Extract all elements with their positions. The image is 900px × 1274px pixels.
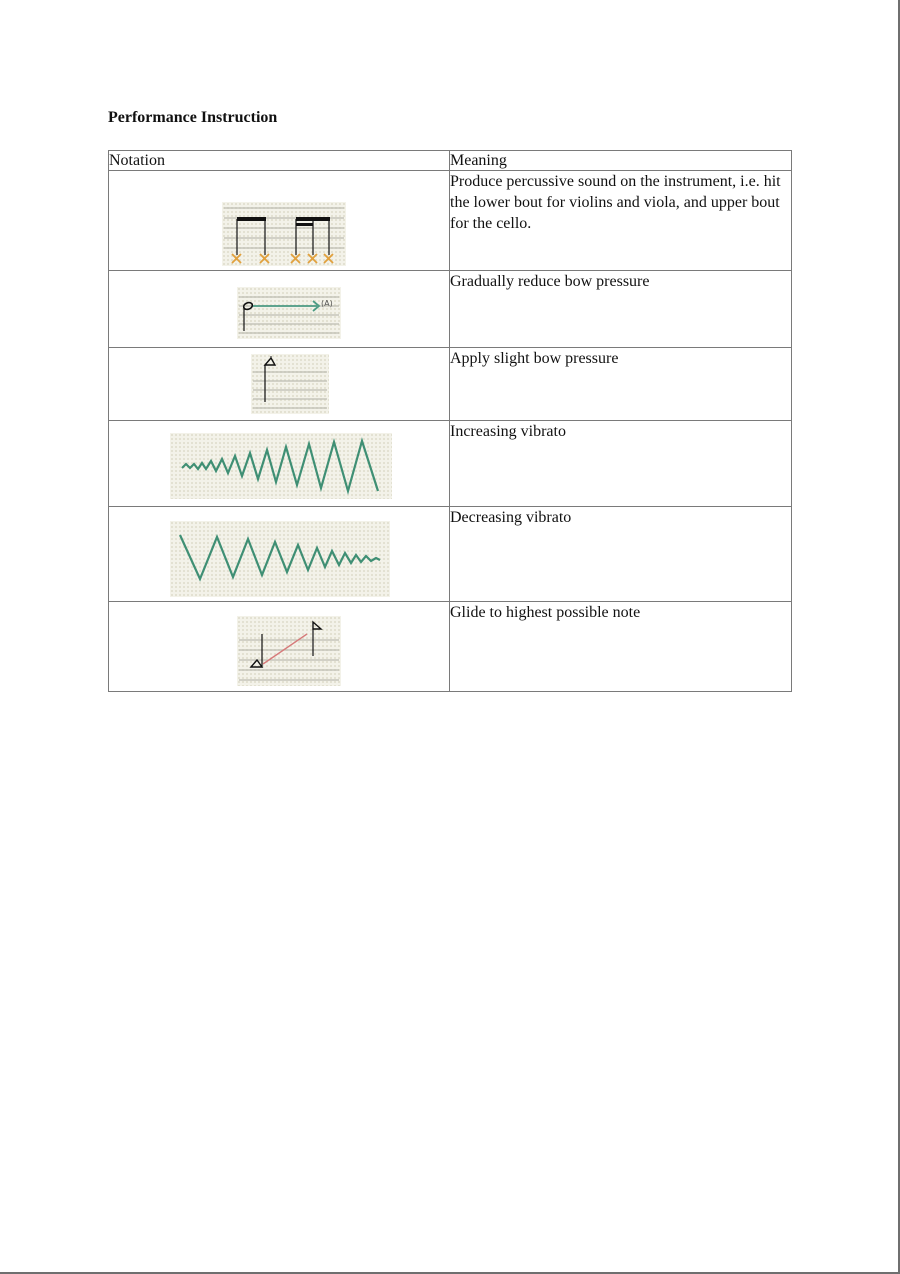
increasing-vibrato-zigzag-icon <box>170 433 392 499</box>
table-row <box>109 348 792 421</box>
bow-pressure-arrow-icon <box>237 287 341 339</box>
performance-instruction-table <box>108 150 792 692</box>
table-row <box>109 271 792 348</box>
bow-pressure-label: (A) <box>321 299 333 308</box>
meaning-cell: Increasing vibrato <box>450 421 792 507</box>
notation-cell <box>109 271 450 348</box>
notation-cell <box>109 602 450 692</box>
decreasing-vibrato-zigzag-icon <box>170 521 390 597</box>
meaning-cell: Apply slight bow pressure <box>450 348 792 421</box>
table-row <box>109 602 792 692</box>
table-row <box>109 421 792 507</box>
header-notation: Notation <box>109 151 450 171</box>
meaning-cell: Gradually reduce bow pressure <box>450 271 792 348</box>
header-meaning: Meaning <box>450 151 792 171</box>
table-header-row <box>109 151 792 171</box>
percussive-x-notehead-icon <box>222 202 346 266</box>
notation-cell <box>109 171 450 271</box>
notation-cell <box>109 348 450 421</box>
page-title: Performance Instruction <box>108 109 278 126</box>
glide-to-highest-note-icon <box>237 616 341 686</box>
notation-cell <box>109 421 450 507</box>
meaning-cell: Produce percussive sound on the instrument, i.e. hit the lower bout for violins and viola, and upper bout for the cello. <box>450 171 792 271</box>
meaning-cell: Glide to highest possible note <box>450 602 792 692</box>
notation-cell <box>109 507 450 602</box>
slight-pressure-triangle-icon <box>251 354 329 414</box>
table-row <box>109 507 792 602</box>
table-row <box>109 171 792 271</box>
meaning-cell: Decreasing vibrato <box>450 507 792 602</box>
